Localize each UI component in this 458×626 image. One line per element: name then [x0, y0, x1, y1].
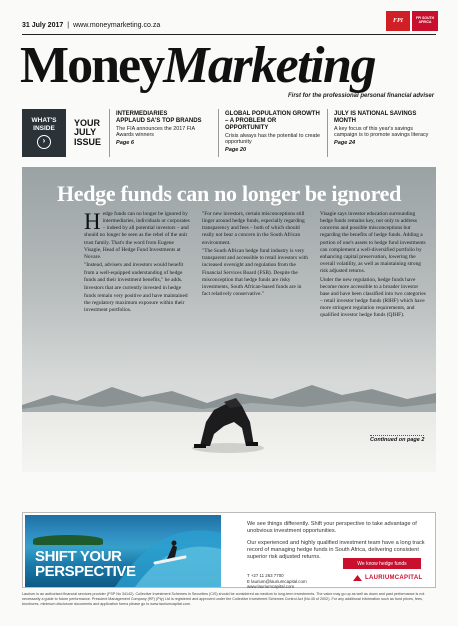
- inside-item-intermediaries[interactable]: [110, 109, 219, 157]
- issue-label: [66, 109, 110, 157]
- laurium-logo: [353, 575, 422, 581]
- laurium-advert: [22, 512, 436, 611]
- badge-line2: INSIDE: [33, 124, 55, 132]
- inside-item-population[interactable]: [219, 109, 328, 157]
- cover-headline: Hedge funds can no longer be ignored: [56, 181, 402, 206]
- inside-item-description: Crisis always has the potential to create opportunity: [225, 132, 320, 146]
- article-column-2: [202, 211, 308, 321]
- island-shape: [33, 535, 103, 545]
- article-column-3: [320, 211, 426, 321]
- inside-item-savings[interactable]: [328, 109, 436, 157]
- advert-paragraph: Our experienced and highly qualified investment team have a long track record of managing hedge funds in South Africa, delivering consistent superior risk adjusted returns.: [247, 539, 425, 561]
- masthead: [20, 36, 440, 94]
- inside-item-description: The FIA announces the 2017 FIA Awards winners: [116, 125, 195, 139]
- issue-date: 31 July 2017: [22, 21, 64, 29]
- masthead-marketing: Marketing: [163, 37, 375, 94]
- advert-contact: [247, 573, 307, 590]
- inside-item-heading: GLOBAL POPULATION GROWTH – A PROBLEM OR OPPORTUNITY: [225, 111, 320, 131]
- arrow-right-icon: ›: [37, 135, 51, 149]
- issue-line3: ISSUE: [74, 136, 102, 147]
- article-paragraph: "Instead, advisers and investors would benefit from a well-equipped understanding of hedge funds and their investment benefits," he adds.: [84, 262, 184, 283]
- continued-link[interactable]: Continued on page 2: [370, 437, 425, 443]
- article-columns: [84, 211, 430, 321]
- drop-cap: H: [84, 209, 101, 234]
- laurium-brand: LAURIUMCAPITAL: [365, 575, 423, 581]
- masthead-money: Money: [20, 37, 164, 94]
- whats-inside-badge: [22, 109, 66, 157]
- separator: |: [67, 21, 70, 29]
- inside-item-page: Page 20: [225, 146, 247, 153]
- article-paragraph: "For new investors, certain misconceptions still linger around hedge funds, especially regarding transparency and fees – both of which should really not bear a concern in the South African environment.: [202, 211, 305, 246]
- advert-headline-line2: PERSPECTIVE: [35, 563, 136, 580]
- contact-phone: T +27 11 263 7700: [247, 573, 284, 578]
- whats-inside-bar: [22, 109, 436, 157]
- article-paragraph: edge funds can no longer be ignored by intermediaries, individuals or corporates – indeed by all potential investors – and should no longer be seen as the rebel of the unit trust family. That's the word from Eugene Visagie, Head of Hedge Fund Investments at Novare.: [84, 211, 190, 260]
- badge-line1: WHAT'S: [31, 117, 57, 125]
- contact-web[interactable]: www.lauriumcapital.com: [247, 584, 295, 590]
- fpi-logo: FPI: [386, 11, 410, 31]
- top-info-line: [22, 18, 436, 32]
- article-paragraph: Investors that are currently invested in hedge funds remain very positive and have maintained the regulatory maximum exposure within their investment portfolios.: [84, 285, 188, 313]
- inside-item-heading: INTERMEDIARIES APPLAUD SA'S TOP BRANDS: [116, 111, 202, 124]
- man-head-in-sand-image: [180, 372, 270, 454]
- inside-item-page: Page 24: [334, 139, 356, 146]
- advert-frame: [22, 512, 436, 588]
- advert-headline-line1: SHIFT YOUR: [35, 548, 122, 565]
- top-divider: [22, 34, 436, 35]
- advert-paragraph: We see things differently. Shift your perspective to take advantage of unobvious investment opportunities.: [247, 521, 417, 535]
- issue-line1: YOUR: [74, 117, 101, 128]
- surfer-wave-image: [25, 515, 221, 587]
- inside-item-page: Page 6: [116, 139, 135, 146]
- article-paragraph: "The South African hedge fund industry is very transparent and accessible to retail investors with increased oversight and regulation from the Financial Services Board (FSB). Despite the misconception that hedge funds are risky investments, South African-based funds are in fact relatively conservative.": [202, 248, 308, 297]
- know-hedge-funds-button[interactable]: We know hedge funds: [343, 558, 421, 569]
- article-column-1: [84, 211, 190, 321]
- fpi-sa-logo: FPI SOUTH AFRICA: [412, 11, 438, 31]
- inside-item-heading: JULY IS NATIONAL SAVINGS MONTH: [334, 111, 417, 124]
- article-paragraph: Under the new regulation, hedge funds have become more accessible to a broader investor base and have been classified into two categories – retail investor hedge funds (RIHF) which have more stringent regulation requirements, and qualified investor hedge funds (QIHF).: [320, 276, 426, 319]
- contact-email[interactable]: E laurium@lauriumcapital.com: [247, 578, 307, 584]
- inside-item-description: A key focus of this year's savings campaign is to promote savings literacy: [334, 125, 429, 139]
- advert-disclaimer: Laurium is an authorised financial services provider (FSP No 34142). Collective Investment Schemes in Securities (CIS) should be considered as medium to long-term investments. The value may go up as well as down and past performance is not necessarily a guide to future performance. Prescient Management Company (RF) (Pty) Ltd is registered and approved under the Collective Investment Schemes Control Act (No.45 of 2002). For any additional information such as fund prices, fees, brochures, minimum disclosure documents and application forms please go to www.lauriumcapital.com.: [22, 592, 425, 606]
- partner-logos: [386, 11, 438, 31]
- laurium-mark-icon: [353, 575, 362, 581]
- advert-headline: [35, 549, 136, 579]
- website-link[interactable]: www.moneymarketing.co.za: [73, 21, 161, 29]
- cover-story: [22, 167, 436, 472]
- masthead-tagline: First for the professional personal financial adviser: [288, 93, 435, 99]
- issue-line2: JULY: [74, 127, 97, 138]
- article-paragraph: Visagie says investor education surrounding hedge funds remains key, not only to address concerns and possible misconceptions but regarding the benefits of hedge funds. Adding a portion of one's assets to hedge fund investments can complement a well-diversified portfolio by enhancing capital preservation, lowering the overall volatility, as well as maintaining strong risk adjusted returns.: [320, 211, 426, 274]
